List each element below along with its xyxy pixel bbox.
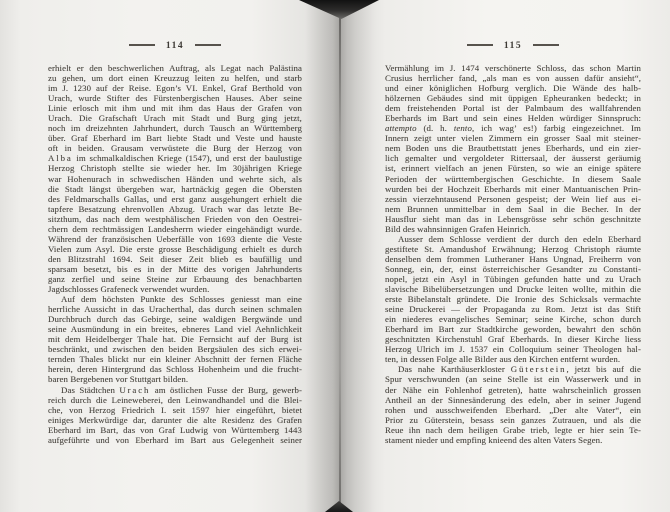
text-line: herein, deren Hintergrund das Schloss Hohenheim und die frucht- bbox=[48, 364, 302, 375]
text-line: noch im dreizehnten Jahrhundert, durch Tausch an Württemberg bbox=[48, 123, 302, 134]
text-line: gestiftete St. Amandushof Erwähnung; Herzog Christoph räumte bbox=[385, 243, 641, 254]
text-line: Bild des wahnsinnigen Grafen Heinrich. bbox=[385, 223, 531, 234]
text-line: slavische Bibelübersetzungen und Drucke leiten wollte, mithin die bbox=[385, 284, 641, 295]
text-line: chern dem rechtmässigen Landesherrn wieder eingehändigt wurde. bbox=[48, 223, 302, 234]
text-line: sparsam besetzt, bis es in der Mitte des vorigen Jahrhunderts bbox=[48, 263, 302, 274]
text-line: Innern zeigt unter vielen Zimmern ein grosser Saal mit steiner- bbox=[385, 133, 641, 144]
text-line: Herzog Ulrich im J. 1537 ein Colloquium seiner Theologen hal- bbox=[385, 344, 641, 355]
paragraph bbox=[385, 234, 641, 365]
text-line: Crusius herrlicher fand, „als man es von aussen dafür ansieht“, bbox=[385, 73, 641, 84]
paragraph bbox=[48, 63, 302, 294]
page-text bbox=[48, 63, 302, 445]
text-line: Spur verschwunden (an seine Stelle ist ein Wasserwerk und in bbox=[385, 374, 641, 385]
text-line: Hausflur sieht man das in Lebensgrösse sehr schön geschnitzte bbox=[385, 213, 641, 224]
text-line: der Nähe ein Fohlenhof getreten), hatte wahrscheinlich grossen bbox=[385, 384, 641, 395]
paragraph bbox=[385, 63, 641, 234]
text-line: die Stadt längst übergeben war, hartnäckig gegen die Obersten bbox=[48, 183, 302, 194]
text-line: baren Bergebenen vor Stuttgart bilden. bbox=[48, 374, 189, 385]
text-line: seine Druckerei — der Propaganda zu Rom. Jetzt ist das Stift bbox=[385, 304, 641, 315]
text-line: sitzthum, das nach dem westphälischen Frieden von den Oestrei- bbox=[48, 213, 302, 224]
text-line: tapfere Besatzung ehrenvollen Abzug. Urach war das letzte Be- bbox=[48, 203, 302, 214]
text-line: Vermählung im J. 1474 verschönerte Schloss, das schon Martin bbox=[385, 63, 641, 73]
text-line: Prior zu Güterstein, besass sein ganzes Zutrauen, und als die bbox=[385, 414, 641, 425]
text-line: nem Boden uns die Brautbettstatt jenes Eberhards, und ein zier- bbox=[385, 143, 641, 154]
text-line: aufgeführte und von Eberhard im Bart aus Gelegenheit seiner bbox=[48, 434, 302, 445]
header-rule-right bbox=[195, 44, 221, 45]
text-line: nopel, jetzt ein Asyl in Tübingen gefunden hatte und zu Urach bbox=[385, 273, 641, 284]
paragraph bbox=[48, 294, 302, 384]
header-rule-left bbox=[467, 44, 493, 45]
text-line: ganz zerfiel und seine Steine zur Erbauung des benachbarten bbox=[48, 273, 302, 284]
text-line: im J. 1230 auf der Reise. Egon’s VI. Enkel, Graf Berthold von bbox=[48, 83, 302, 94]
text-line: geschnitzten Kirchenstuhl Graf Eberhards. In dieser Kirche liess bbox=[385, 334, 641, 345]
paragraph bbox=[48, 385, 302, 445]
text-line: mit dem Heidelberger Thale hat. Die Fernsicht auf der Burg ist bbox=[48, 334, 302, 345]
text-line: zessin vierzehntausend Personen gespeist; der Wein lief aus ei- bbox=[385, 193, 641, 204]
text-line: Während der französischen Ueberfälle von 1693 diente die Veste bbox=[48, 233, 302, 244]
text-line: war Hohenurach in schwedischen Händen und wehrte sich, als bbox=[48, 173, 302, 184]
text-line: attempto (d. h. tento, ich wag’ es!) farbig eingezeichnet. Im bbox=[385, 123, 641, 134]
text-line: Auf dem höchsten Punkte des Schlosses geniesst man eine bbox=[61, 294, 302, 305]
text-line: rohen und ausschweifenden Eberhard. „Der alte Vater“, ein bbox=[385, 404, 641, 415]
text-line: Urach, wurde Stifter des Fürstenbergischen Hauses. Aber seine bbox=[48, 93, 302, 104]
text-line: lich gemalter und vergoldeter Rittersaal, der äusserst geräumig bbox=[385, 153, 641, 164]
text-line: Eberhards im Bart und sein eines Helden würdiger Sinnspruch: bbox=[385, 113, 641, 124]
text-line: ternden Thales blickt nur ein kleiner Abschnitt der fernen Fläche bbox=[48, 354, 302, 365]
text-line: Sonneg, ein, der, einst österreichischer Gesandter zu Constanti- bbox=[385, 263, 641, 274]
text-line: ein niederes evangelisches Seminar; seine Kirche, schon durch bbox=[385, 314, 641, 325]
text-line: Jagdschlosses Grafeneck verwendet wurden. bbox=[48, 284, 210, 295]
text-line: und einer königlichen Hofburg verglich. Die Wände des halb- bbox=[385, 83, 641, 94]
text-line: Vielen zum Asyl. Die erste grosse Beschädigung erhielt es durch bbox=[48, 243, 302, 254]
text-line: oft in beiden. Grausam verwüstete die Burg der Herzog von bbox=[48, 143, 302, 154]
text-line: Das nahe Karthäuserkloster Güterstein, jetzt bis auf die bbox=[398, 364, 641, 375]
text-line: Durchbruch durch das Gebirge, seine waldigen Bergwände und bbox=[48, 314, 302, 325]
text-line: Linie erlosch mit ihm und mit ihm das Haus der Grafen von bbox=[48, 103, 302, 114]
text-line: herrliche Aussicht in das Uracherthal, das durch seinen schmalen bbox=[48, 304, 302, 315]
text-line: hölzernen Gebäudes sind mit üppigen Epheuranken bedeckt; in bbox=[385, 93, 641, 104]
text-line: Perioden der württembergischen Geschichte. In diesem Saale bbox=[385, 173, 641, 184]
text-line: Eberhard im Bart zur Stadtkirche geworden, bewahrt den schön bbox=[385, 324, 641, 335]
text-line: ist, erinnert vielfach an jenen Fürsten, so wie an einige spätere bbox=[385, 163, 641, 174]
text-line: erhielt er den beschwerlichen Auftrag, als Legat nach Palästina bbox=[48, 63, 302, 73]
text-line: Ausser dem Schlosse verdient der durch den edeln Eberhard bbox=[398, 233, 641, 244]
text-line: des Feldmarschalls Gallas, und erst ganz ausgehungert erhielt die bbox=[48, 193, 302, 204]
text-line: Antheil an der Sinnesänderung des edeln, aber in seiner Jugend bbox=[385, 394, 641, 405]
text-line: erste Bibelanstalt gründete. Die Ironie des Schicksals vermachte bbox=[385, 294, 641, 305]
text-line: Alba im schmalkaldischen Kriege (1547), und erst der baulustige bbox=[48, 153, 302, 164]
page-header bbox=[48, 41, 302, 51]
page-number: 114 bbox=[165, 41, 185, 51]
text-line: seine Ausmündung in ein breites, ebneres Land viel Aehnlichkeit bbox=[48, 324, 302, 335]
text-line: den Blitzstrahl 1694. Seit dieser Zeit blieb es baufällig und bbox=[48, 253, 302, 264]
header-rule-right bbox=[533, 44, 559, 45]
page-number: 115 bbox=[503, 41, 523, 51]
header-rule-left bbox=[129, 44, 155, 45]
text-line: zu gehen, um dort einen Kreuzzug leiten zu helfen, und starb bbox=[48, 73, 302, 84]
text-line: einiges Merkwürdige dar, darunter die alte Residenz des Grafen bbox=[48, 414, 302, 425]
text-line: denselben dem frommen Lutheraner Hans Ungnad, Freiherrn von bbox=[385, 253, 641, 264]
text-line: reich durch die Leineweberei, den Leinwandhandel und die Blei- bbox=[48, 394, 302, 405]
page-115 bbox=[339, 0, 670, 512]
page-header bbox=[385, 41, 641, 51]
paragraph bbox=[385, 364, 641, 444]
binding-crease bbox=[339, 14, 341, 506]
text-line: beschränkt, und zwischen den beiden Bergsäulen des sich erwei- bbox=[48, 344, 302, 355]
text-line: Eberhard im Bart, das von Graf Ludwig von Württemberg 1443 bbox=[48, 424, 302, 435]
text-line: Das Städtchen Urach am östlichen Fusse der Burg, gewerb- bbox=[61, 384, 302, 395]
text-line: Urach. Die Grafschaft Urach mit Stadt und Burg ging jetzt, bbox=[48, 113, 302, 124]
text-line: nem Brunnen unmittelbar in dem Saal in die Becher. In der bbox=[385, 203, 641, 214]
text-line: über. Graf Eberhard im Bart liebte Stadt und Veste und hauste bbox=[48, 133, 302, 144]
text-line: Herzog Christoph stellte sie wieder her. Im 30jährigen Kriege bbox=[48, 163, 302, 174]
text-line: stament nieder und empfing knieend des alten Vaters Segen. bbox=[385, 434, 603, 445]
page-text bbox=[385, 63, 641, 445]
text-line: che, von Herzog Friedrich I. seit 1597 hier eingeführt, bietet bbox=[48, 404, 302, 415]
text-line: ten, in dessen Folge alle Bilder aus den Kirchen entfernt wurden. bbox=[385, 354, 621, 365]
text-line: wurden bei der Hochzeit Eberhards mit einer Mantuanischen Prin- bbox=[385, 183, 641, 194]
text-line: dem freistehenden Portal ist der Palmbaum des wallfahrenden bbox=[385, 103, 641, 114]
text-line: Reue ihn nach dem heiligen Grabe trieb, legte er hier sein Te- bbox=[385, 424, 641, 435]
